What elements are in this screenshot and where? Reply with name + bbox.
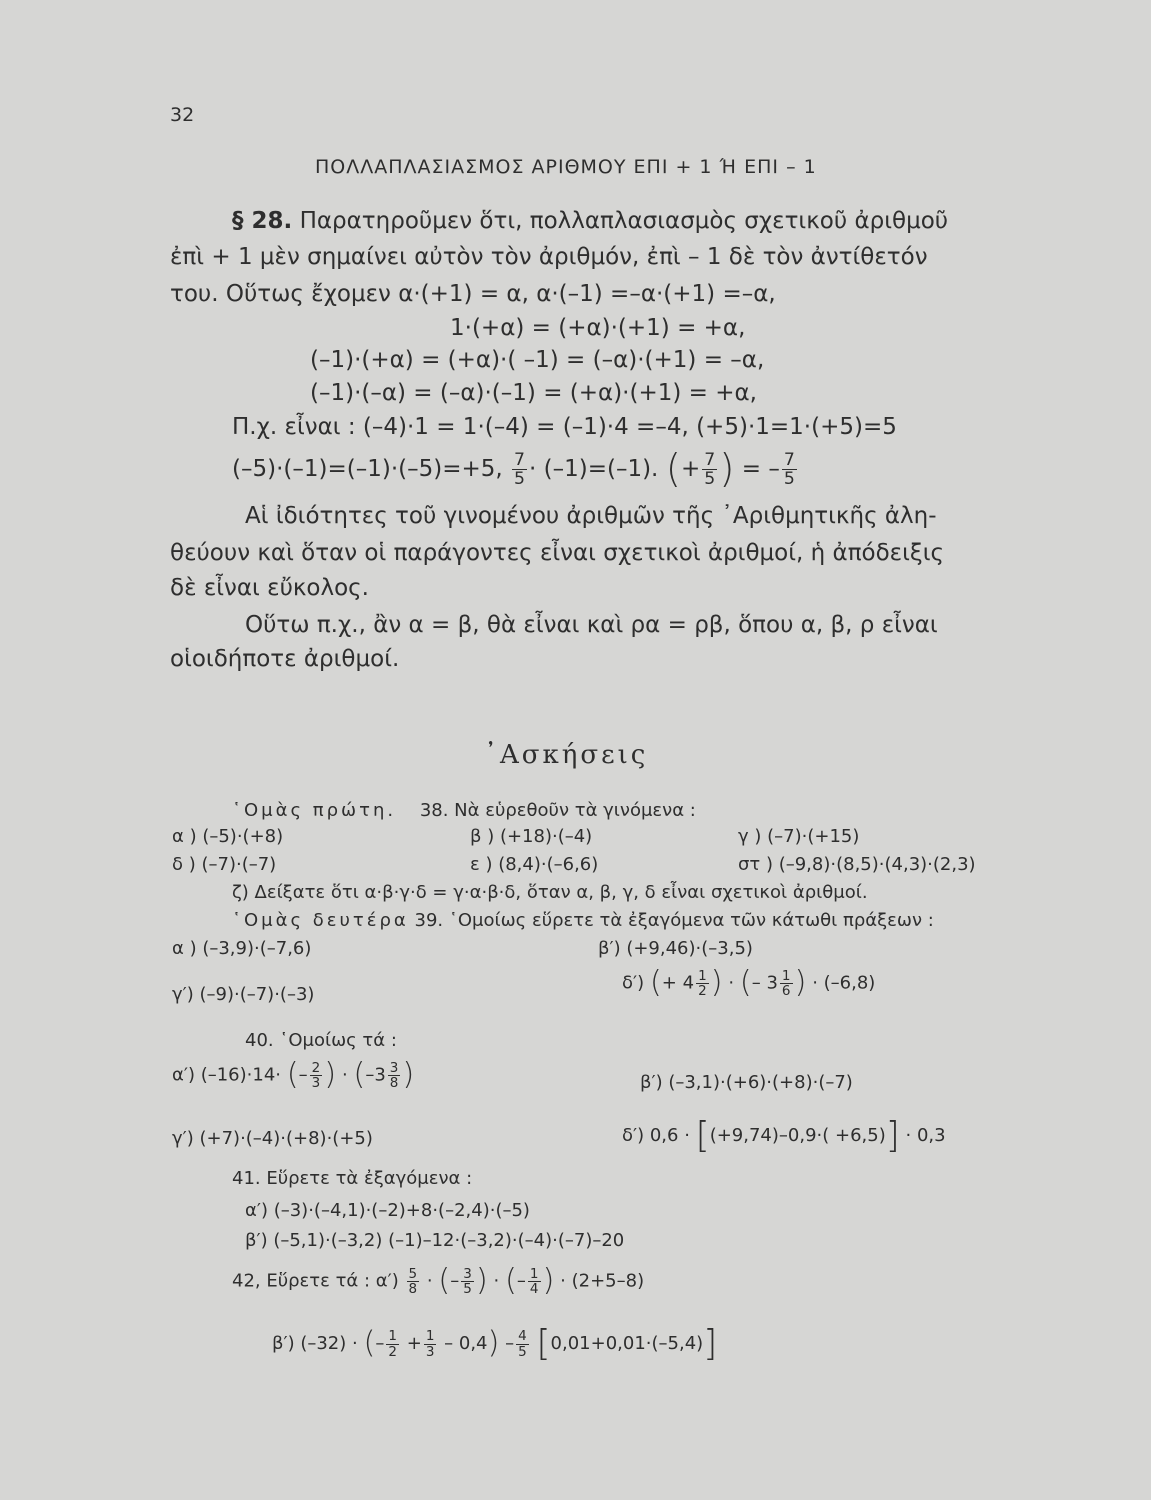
exercise-38e: ε ) (8,4)·(–6,6): [470, 854, 599, 875]
group-two-label: ῾Ομὰς δευτέρα: [232, 910, 409, 931]
exercise-38c: γ ) (–7)·(+15): [738, 826, 860, 847]
exercise-41b: β′) (–5,1)·(–3,2) (–1)–12·(–3,2)·(–4)·(–7)–20: [245, 1230, 625, 1251]
exercise-39d: δ′) (+ 4 $\frac{1}{2}$ ) · (– 3 $\frac{1}{6}$ ) · (–6,8): [622, 965, 876, 1000]
section-first-line: [232, 208, 948, 234]
section-line1-text: Παρατηροῦμεν ὅτι, πολλαπλασιασμὸς σχετικοῦ ἀριθμοῦ: [299, 208, 949, 234]
section-mark: § 28.: [232, 208, 293, 234]
group-one-header: [232, 800, 696, 821]
exercise-40c: γ′) (+7)·(–4)·(+8)·(+5): [172, 1128, 373, 1149]
exercise-42b: β′) (–32) · (– $\frac{1}{2}$ + $\frac{1}{3}$ – 0,4) – $\frac{4}{5}$ [0,01+0,01·(–5,4)]: [272, 1323, 718, 1364]
running-header: ΠΟΛΛΑΠΛΑΣΙΑΣΜΟΣ ΑΡΙΘΜΟΥ ΕΠΙ + 1 Ή ΕΠΙ – 1: [315, 156, 817, 178]
exercise-39a: α ) (–3,9)·(–7,6): [172, 938, 312, 959]
exercise-38a: α ) (–5)·(+8): [172, 826, 284, 847]
exercise-40d: δ′) 0,6 · [(+9,74)–0,9·( +6,5)] · 0,3: [622, 1115, 946, 1156]
paragraph-2-line3: δὲ εἶναι εὔκολος.: [170, 575, 369, 601]
equation-5: (–5)·(–1)=(–1)·(–5)=+5, $\frac{7}{5}$ · (–1)=(–1). (+ $\frac{7}{5}$ ) = – $\frac{7}{5}$: [232, 447, 795, 492]
exercise-38z: ζ) Δείξατε ὅτι α·β·γ·δ = γ·α·β·δ, ὅταν α, β, γ, δ εἶναι σχετικοὶ ἀριθμοί.: [232, 882, 868, 903]
equation-2: (–1)·(+α) = (+α)·( –1) = (–α)·(+1) = –α,: [310, 347, 765, 373]
question-38: 38. Νὰ εὑρεθοῦν τὰ γινόμενα :: [419, 800, 696, 821]
group-two-header: [232, 910, 934, 931]
eq5-part-a: (–5)·(–1)=(–1)·(–5)=+5,: [232, 456, 503, 483]
exercise-39b: β′) (+9,46)·(–3,5): [598, 938, 753, 959]
exercise-42a: 42, Εὕρετε τά : α′) $\frac{5}{8}$ · (– $\frac{3}{5}$ ) · (– $\frac{1}{4}$ ) · (2+5–8): [232, 1263, 645, 1298]
exercise-40a: α′) (–16)·14· (– $\frac{2}{3}$ ) · (–3 $\frac{3}{8}$ ): [172, 1057, 415, 1092]
equation-3: (–1)·(–α) = (–α)·(–1) = (+α)·(+1) = +α,: [310, 380, 757, 406]
exercise-40b: β′) (–3,1)·(+6)·(+8)·(–7): [640, 1072, 853, 1093]
question-39: 39. ῾Ομοίως εὕρετε τὰ ἐξαγόμενα τῶν κάτωθι πράξεων :: [414, 910, 934, 931]
exercise-38d: δ ) (–7)·(–7): [172, 854, 277, 875]
paragraph-2-line2: θεύουν καὶ ὅταν οἱ παράγοντες εἶναι σχετικοὶ ἀριθμοί, ἡ ἀπόδειξις: [170, 540, 945, 566]
equation-1: 1·(+α) = (+α)·(+1) = +α,: [450, 315, 746, 341]
question-40: 40. ῾Ομοίως τά :: [245, 1030, 397, 1051]
fraction: $\frac{7}{5}$: [704, 449, 716, 490]
fraction: $\frac{7}{5}$: [514, 449, 525, 490]
paragraph-3-line2: οἱοιδήποτε ἀριθμοί.: [170, 646, 400, 672]
paragraph-2-line1: Αἱ ἰδιότητες τοῦ γινομένου ἀριθμῶν τῆς ᾿Αριθμητικῆς ἀλη-: [245, 503, 937, 529]
exercise-38b: β ) (+18)·(–4): [470, 826, 593, 847]
question-41: 41. Εὕρετε τὰ ἐξαγόμενα :: [232, 1168, 473, 1189]
section-line3: του. Οὕτως ἔχομεν α·(+1) = α, α·(–1) =–α·(+1) =–α,: [170, 281, 776, 307]
section-line2: ἐπὶ + 1 μὲν σημαίνει αὐτὸν τὸν ἀριθμόν, ἐπὶ – 1 δὲ τὸν ἀντίθετόν: [170, 244, 928, 270]
paragraph-3-line1: Οὕτω π.χ., ἂν α = β, θὰ εἶναι καὶ ρα = ρβ, ὅπου α, β, ρ εἶναι: [245, 612, 938, 638]
eq5-part-b: · (–1)=(–1).: [529, 456, 659, 483]
exercises-title: ᾿Ασκήσεις: [484, 740, 649, 770]
fraction: $\frac{7}{5}$: [783, 449, 795, 490]
exercise-39c: γ′) (–9)·(–7)·(–3): [172, 984, 315, 1005]
eq5-part-c: = –: [741, 456, 780, 483]
group-one-label: ῾Ομὰς πρώτη.: [232, 800, 397, 821]
exercise-41a: α′) (–3)·(–4,1)·(–2)+8·(–2,4)·(–5): [245, 1200, 530, 1221]
equation-4: Π.χ. εἶναι : (–4)·1 = 1·(–4) = (–1)·4 =–4, (+5)·1=1·(+5)=5: [232, 414, 897, 440]
page-number: 32: [170, 104, 195, 126]
exercise-38f: στ ) (–9,8)·(8,5)·(4,3)·(2,3): [738, 854, 976, 875]
